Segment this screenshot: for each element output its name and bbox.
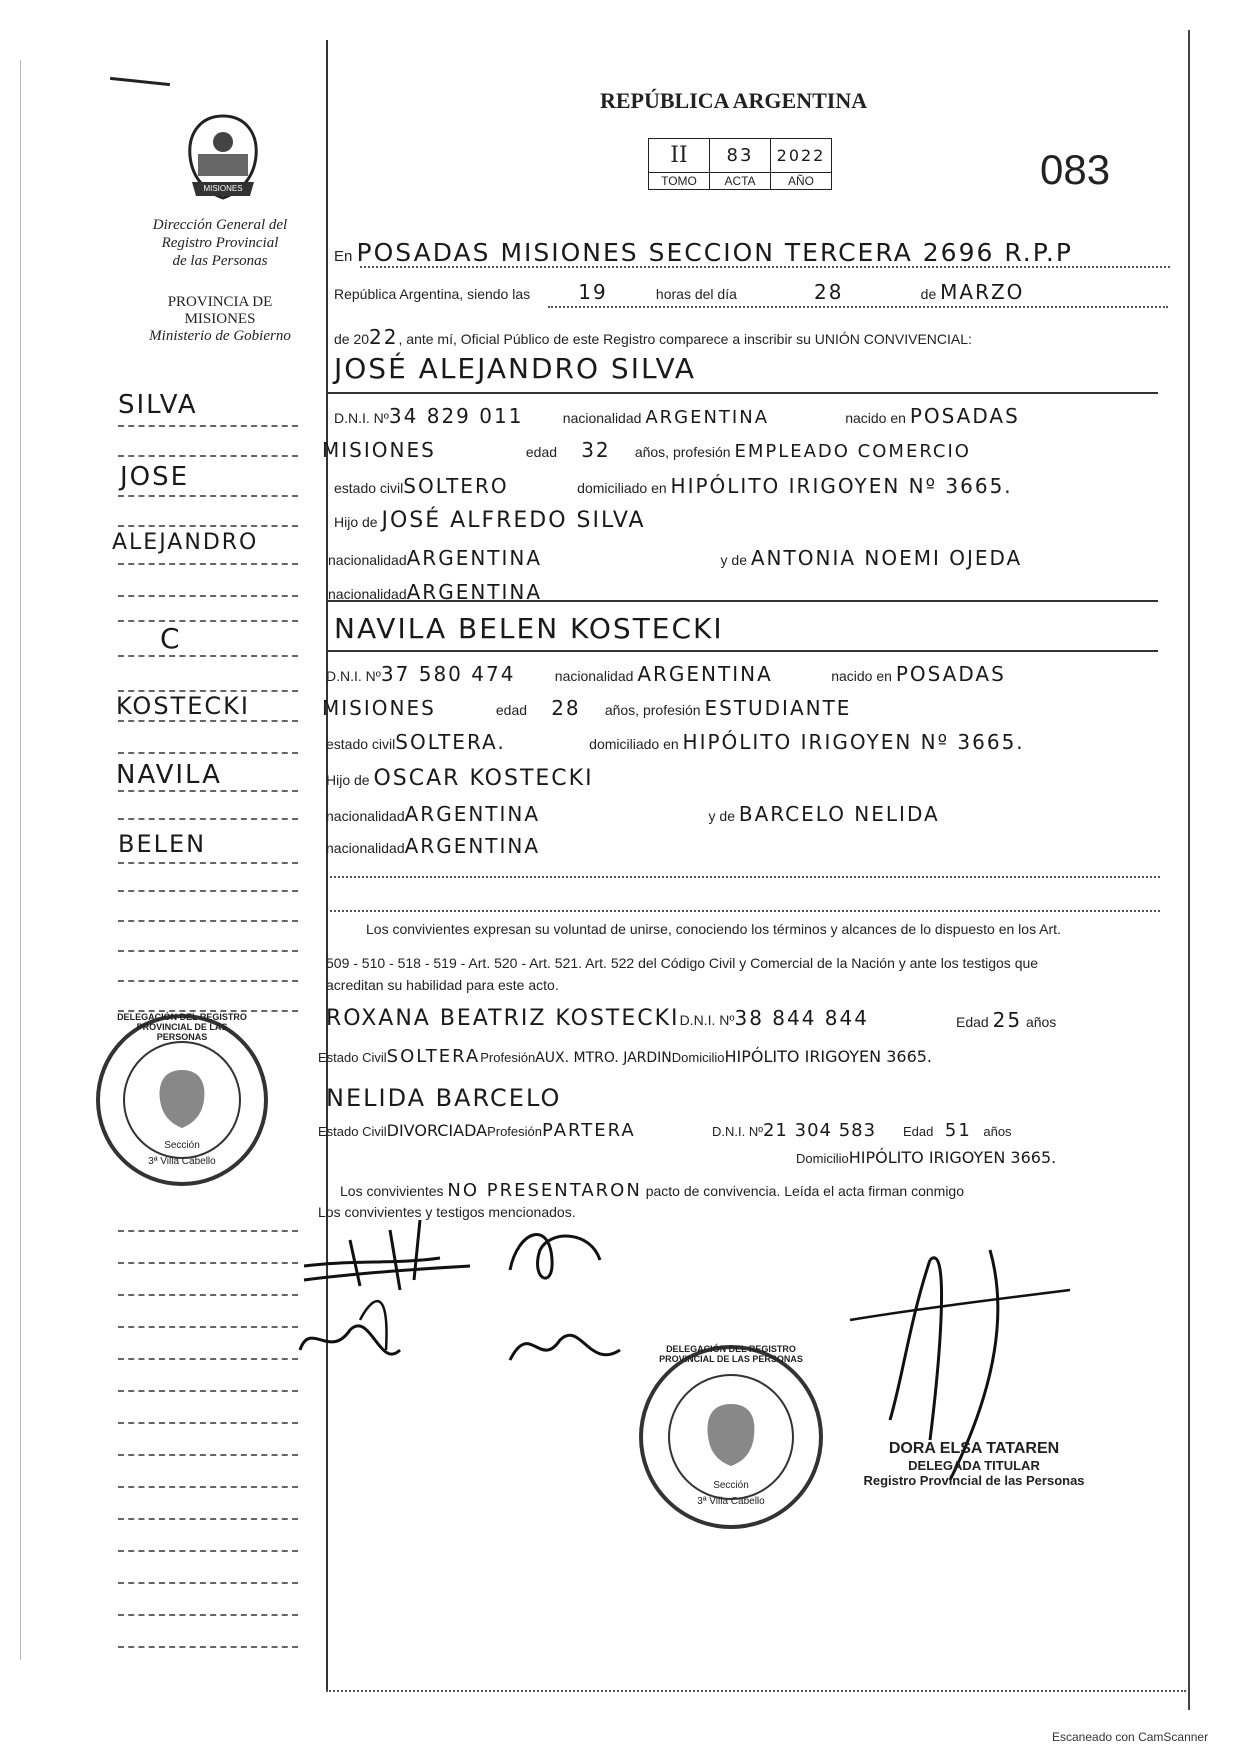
w1-prof-label: Profesión [480,1050,536,1065]
p2-edad: 28 [551,696,581,720]
p2-padre: OSCAR KOSTECKI [373,766,594,791]
horas-label: horas del día [655,286,737,302]
p2-lugar: MISIONES [322,696,436,720]
dia-value: 28 [814,280,844,304]
p2-nacido-label: nacido en [831,668,892,684]
stamp-sec-1: Sección [164,1140,200,1151]
line-p1-estado [334,474,1194,498]
w1-edad-block [956,1008,1056,1032]
anio-value: 2022 [771,139,832,173]
acta-label: ACTA [710,173,771,190]
line-w2-name [326,1084,1186,1112]
anio-prefix: de 20 [334,331,370,347]
w1-estado-label: Estado Civil [318,1050,387,1065]
sidebar-name-4: C [160,622,182,655]
line-p1-padre-nac [328,546,1188,570]
line-p1-edad [322,438,1182,462]
p1-prof: EMPLEADO COMERCIO [734,441,971,462]
w1-edad: 25 [992,1008,1023,1032]
tomo-label: TOMO [649,173,710,190]
p1-nac-label: nacionalidad [562,410,642,426]
p2-madre-nac-label: nacionalidad [326,840,405,856]
closing-text: Los convivientes y testigos mencionados. [318,1204,576,1220]
horas-value: 19 [578,280,608,304]
line-p2-estado [326,730,1186,754]
w1-edad-label: Edad [956,1014,989,1030]
line-declaration [334,325,1184,349]
en-dots [360,266,1170,268]
stamp2-sec-2: 3ª Villa Cabello [697,1496,765,1507]
w2-estado: DIVORCIADA [386,1121,488,1140]
p2-madre-nac: ARGENTINA [404,834,541,858]
w1-dom-label: Domicilio [671,1050,725,1065]
p1-dni: 34 829 011 [388,404,524,428]
p1-hijo-label: Hijo de [334,514,378,530]
w1-dom: HIPÓLITO IRIGOYEN 3665. [724,1047,933,1066]
p1-nacido-label: nacido en [845,410,906,426]
p2-padre-nac-label: nacionalidad [326,808,405,824]
mes-value: MARZO [940,280,1025,304]
country-title: REPÚBLICA ARGENTINA [600,88,868,113]
registry-stamp-right [636,1342,826,1532]
legal-line-1: Los convivientes expresan su voluntad de unirse, conociendo los términos y alcances de lo dispuesto en los Art. [366,921,1061,937]
p1-dom: HIPÓLITO IRIGOYEN Nº 3665. [670,474,1013,498]
province-block [120,294,320,345]
p1-madre: ANTONIA NOEMI OJEDA [750,546,1023,570]
official-name: DORA ELSA TATAREN [888,1440,1060,1457]
p2-yde-label: y de [708,808,735,824]
p1-nac: ARGENTINA [645,407,770,428]
w1-dni: 38 844 844 [734,1006,869,1030]
province-line-1: PROVINCIA DE [167,294,273,310]
p1-padre: JOSÉ ALFREDO SILVA [381,508,646,533]
sidebar-name-5: KOSTECKI [116,692,250,720]
scratch-mark [110,77,170,86]
p1-name: JOSÉ ALEJANDRO SILVA [334,352,696,385]
line-p2-padre-nac [326,802,1186,826]
legal-line-3: acreditan su habilidad para este acto. [326,977,559,993]
org-line-2: Registro Provincial [161,235,279,251]
line-horas [334,280,1184,304]
org-line-1: Dirección General del [152,217,288,233]
line-p1-dni [334,404,1184,428]
p2-nac-label: nacionalidad [554,668,634,684]
official-office: Registro Provincial de las Personas [863,1473,1085,1488]
w1-prof: AUX. MTRO. JARDIN [535,1050,672,1066]
pacto-suffix: pacto de convivencia. Leída el acta firman conmigo [645,1183,964,1199]
p1-madre-nac: ARGENTINA [406,580,543,604]
pacto-value: NO PRESENTARON [447,1180,642,1201]
stamp-sec-2: 3ª Villa Cabello [148,1156,216,1167]
en-value: POSADAS MISIONES SECCION TERCERA 2696 R.P.P [356,238,1073,267]
p1-estado: SOLTERO [403,474,509,498]
p2-hijo-label: Hijo de [326,772,370,788]
p2-prof: ESTUDIANTE [704,696,852,720]
line-p2-padre [326,766,1186,791]
declaration-text: , ante mí, Oficial Público de este Registro comparece a inscribir su UNIÓN CONVIVENCIAL: [398,331,972,347]
legal-line-2: 509 - 510 - 518 - 519 - Art. 520 - Art. 521. Art. 522 del Código Civil y Comercial de la Nación y ante los testigos que [326,955,1039,971]
p1-dom-label: domiciliado en [577,480,667,496]
line-w1-details [318,1046,1188,1067]
horas-dots [548,306,1168,308]
misiones-emblem [180,112,266,208]
p1-nacido: POSADAS [909,404,1020,428]
w2-dni: 21 304 583 [762,1120,877,1141]
line-pacto [340,1180,1190,1201]
stamp2-sec-1: Sección [713,1480,749,1491]
p1-lugar: MISIONES [322,438,436,462]
republica-label: República Argentina, siendo las [334,286,531,302]
w2-dni-label: D.N.I. Nº [712,1124,763,1139]
official-block [854,1440,1094,1488]
stamp-ring-text-1: DELEGACIÓN DEL REGISTRO PROVINCIAL DE LAS PERSONAS [117,1012,247,1042]
w1-name: ROXANA BEATRIZ KOSTECKI [326,1006,680,1031]
tomo-value: II [649,139,710,173]
stamp-ring-text-2: DELEGACIÓN DEL REGISTRO PROVINCIAL DE LAS PERSONAS [659,1344,803,1364]
registry-stamp-left [92,1010,272,1190]
p1-madre-rule [326,600,1158,602]
line-w2-dom [796,1148,1056,1167]
p2-dni-label: D.N.I. Nº [326,668,381,684]
w2-anios-label: años [983,1124,1012,1139]
p1-name-rule [326,392,1158,394]
line-en [334,238,1154,267]
p2-nacido: POSADAS [895,662,1006,686]
scanner-watermark: Escaneado con CamScanner [1052,1730,1209,1744]
p2-anios-label: años, profesión [604,702,701,718]
p1-padre-nac-label: nacionalidad [328,552,407,568]
line-w1-name [326,1006,1186,1031]
left-edge-line [20,60,21,1660]
anio-value-form: 22 [369,325,399,349]
p2-padre-nac: ARGENTINA [404,802,541,826]
official-title: DELEGADA TITULAR [908,1458,1040,1473]
sidebar-name-6: NAVILA [116,760,222,790]
p2-edad-label: edad [495,702,528,718]
p1-padre-nac: ARGENTINA [406,546,543,570]
line-w2-dni [318,1120,1188,1141]
en-label: En [334,248,353,265]
p1-yde-label: y de [720,552,747,568]
w1-anios-label: años [1025,1014,1057,1030]
p1-estado-label: estado civil [334,480,404,496]
line-p2-edad [322,696,1182,720]
line-p1-padre [334,508,1194,533]
de-label: de [920,286,937,302]
emblem-label: MISIONES [203,184,243,193]
w2-estado-label: Estado Civil [318,1124,387,1139]
w2-dom: HIPÓLITO IRIGOYEN 3665. [848,1148,1057,1167]
w2-dom-label: Domicilio [796,1151,849,1166]
province-line-2: MISIONES [184,311,256,327]
org-name [120,216,320,270]
line-p2-dni [326,662,1186,686]
sidebar-name-7: BELEN [118,830,207,858]
acta-value: 83 [710,139,771,173]
p2-name-rule [326,650,1158,652]
org-line-3: de las Personas [172,253,268,269]
p2-nac: ARGENTINA [637,662,773,686]
w2-edad-label: Edad [902,1124,934,1139]
legal-paragraph [326,912,1186,1002]
sidebar-name-3: ALEJANDRO [112,530,259,555]
pacto-prefix: Los convivientes [340,1183,444,1199]
p1-edad: 32 [581,438,611,462]
act-number: 083 [1040,146,1111,193]
p2-estado-label: estado civil [326,736,396,752]
anio-label: AÑO [771,173,832,190]
p2-dni: 37 580 474 [380,662,516,686]
w1-dni-label: D.N.I. Nº [679,1012,735,1028]
p1-dni-label: D.N.I. Nº [334,410,389,426]
p2-madre: BARCELO NELIDA [738,802,940,826]
w2-name: NELIDA BARCELO [326,1084,562,1112]
w2-prof-label: Profesión [487,1124,542,1139]
p1-anios-label: años, profesión [634,444,731,460]
blank-dots-1 [330,876,1160,878]
sidebar-name-2: JOSE [120,462,190,492]
ministry: Ministerio de Gobierno [149,328,291,344]
p2-dom-label: domiciliado en [589,736,679,752]
p2-name: NAVILA BELEN KOSTECKI [334,612,724,645]
line-p2-madre-nac [326,834,1186,858]
w1-estado: SOLTERA [386,1046,481,1067]
p2-dom: HIPÓLITO IRIGOYEN Nº 3665. [682,730,1025,754]
p1-edad-label: edad [525,444,558,460]
p1-madre-nac-label: nacionalidad [328,586,407,602]
w2-prof: PARTERA [542,1120,636,1141]
p2-estado: SOLTERA. [395,730,506,754]
w2-edad: 51 [944,1120,972,1141]
acta-box [648,138,832,190]
sidebar-name-1: SILVA [118,390,198,420]
